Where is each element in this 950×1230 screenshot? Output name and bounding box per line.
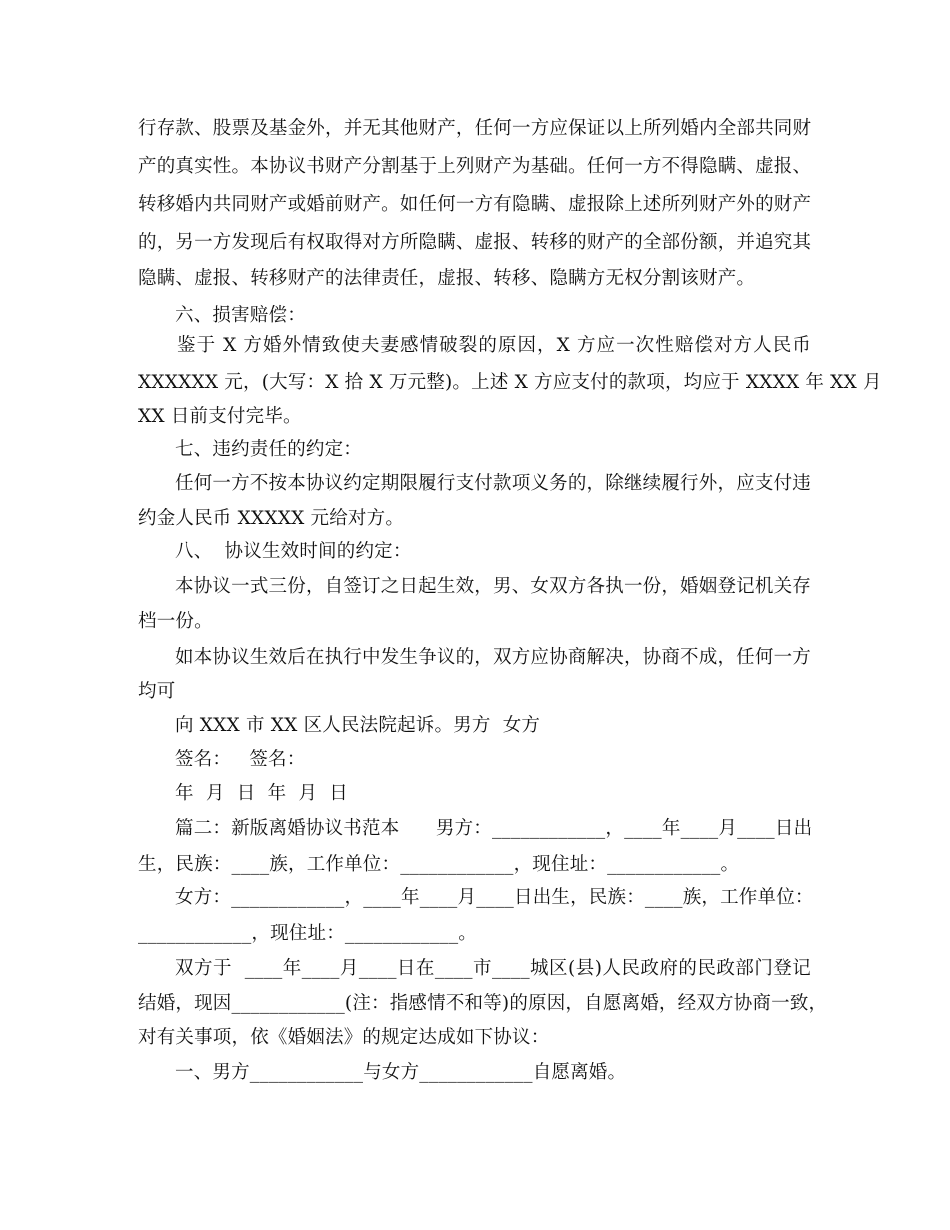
text-line: 结婚，现因____________(注：指感情不和等)的原因，自愿离婚，经双方协商一致， <box>138 993 828 1014</box>
text-line: 篇二：新版离婚协议书范本 男方：____________，____年____月____日出 <box>175 818 813 839</box>
section-heading: 七、违约责任的约定： <box>175 439 363 460</box>
text-line: ____________，现住址：____________。 <box>138 923 478 944</box>
text-line: 如本协议生效后在执行中发生争议的，双方应协商解决，协商不成，任何一方 <box>175 647 811 668</box>
text-line: 的，另一方发现后有权取得对方所隐瞒、虚报、转移的财产的全部份额，并追究其 <box>138 232 812 253</box>
text-line: 生，民族：____族，工作单位：____________，现住址：____________。 <box>138 854 740 875</box>
text-line: 任何一方不按本协议约定期限履行支付款项义务的，除继续履行外，应支付违 <box>175 473 811 494</box>
text-line: 转移婚内共同财产或婚前财产。如任何一方有隐瞒、虚报除上述所列财产外的财产 <box>138 194 812 215</box>
date-line: 年 月 日 年 月 日 <box>175 783 349 804</box>
text-line: 向 XXX 市 XX 区人民法院起诉。男方 女方 <box>175 715 541 736</box>
text-line: 均可 <box>138 681 176 702</box>
text-line: 双方于 ____年____月____日在____市____城区(县)人民政府的民政部门登记 <box>175 958 811 979</box>
text-line: 隐瞒、虚报、转移财产的法律责任，虚报、转移、隐瞒方无权分割该财产。 <box>138 268 756 289</box>
text-line: 女方：____________，____年____月____日出生，民族：____族，工作单位： <box>175 887 814 908</box>
text-line: 行存款、股票及基金外，并无其他财产，任何一方应保证以上所列婚内全部共同财 <box>138 118 812 139</box>
text-line: 产的真实性。本协议书财产分割基于上列财产为基础。任何一方不得隐瞒、虚报、 <box>138 156 812 177</box>
text-line: 本协议一式三份，自签订之日起生效，男、女双方各执一份，婚姻登记机关存 <box>175 576 811 597</box>
text-line: 约金人民币 XXXXX 元给对方。 <box>138 508 405 529</box>
signature-line: 签名： 签名： <box>175 749 306 770</box>
text-line: 档一份。 <box>138 611 213 632</box>
text-line: 鉴于 X 方婚外情致使夫妻感情破裂的原因，X 方应一次性赔偿对方人民币 <box>177 335 811 356</box>
section-heading: 八、 协议生效时间的约定： <box>175 541 412 562</box>
text-line: 对有关事项，依《婚姻法》的规定达成如下协议： <box>138 1027 550 1048</box>
text-line: XXXXXX 元，(大写：X 拾 X 万元整)。上述 X 方应支付的款项，均应于 XXXX 年 XX 月 <box>138 372 882 393</box>
text-line: XX 日前支付完毕。 <box>138 406 302 427</box>
text-line: 一、男方____________与女方____________自愿离婚。 <box>175 1062 627 1083</box>
section-heading: 六、损害赔偿： <box>175 305 306 326</box>
